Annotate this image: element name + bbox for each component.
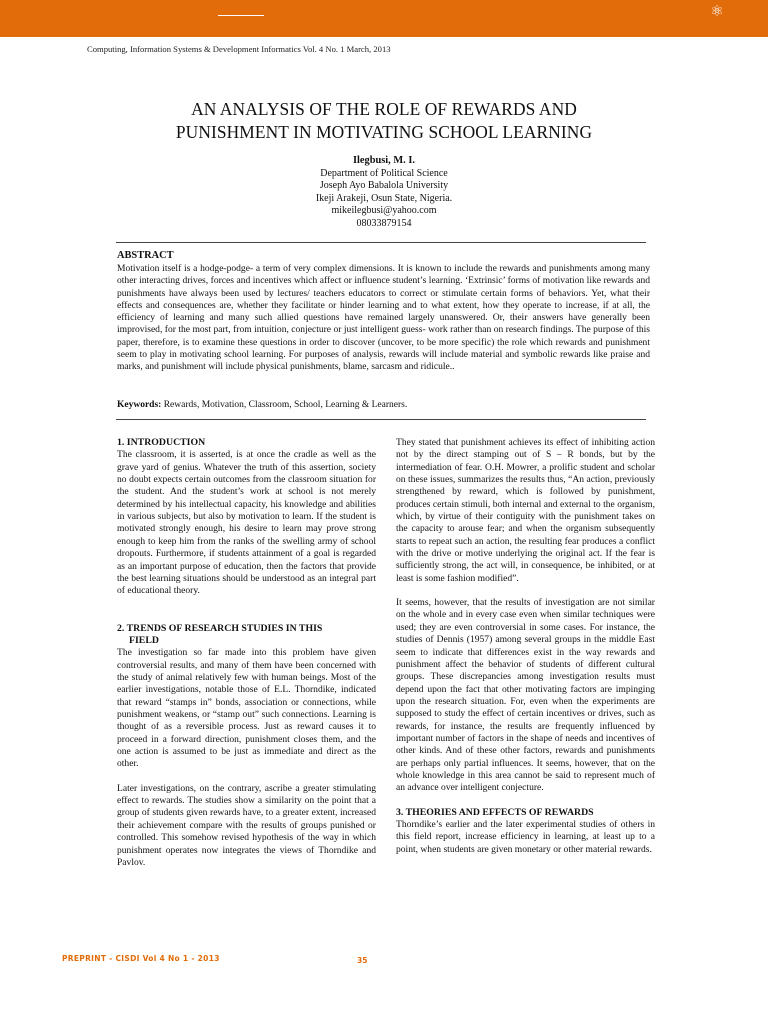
theories-heading: 3. THEORIES AND EFFECTS OF REWARDS: [396, 806, 594, 818]
keywords: [117, 400, 650, 410]
author-phone: 08033879154: [356, 217, 412, 229]
trends-heading-line2: FIELD: [129, 634, 159, 646]
journal-citation: Computing, Information Systems & Development Informatics Vol. 4 No. 1 March, 2013: [87, 44, 391, 54]
author-block: [200, 155, 568, 231]
author-department: Department of Political Science: [320, 167, 448, 179]
left-column: [117, 437, 376, 869]
trends-text-1: The investigation so far made into this problem have given controversial results, and many of them have been concerned with the study of animal relatively few with human beings. Most of the earlier investigations, notable those of E.L. Thorndike, indicated that reward “stamps in” bonds, association or connections, while punishment weakens, or “stamp out” such connections. Learning is thought of as a reversible process. Just as reward causes it to proceed in a forward direction, punishment closes them, and the one action is assumed to be just as immediate and direct as the other.: [117, 647, 376, 770]
abstract-text: Motivation itself is a hodge-podge- a term of very complex dimensions. It is known to include the rewards and punishments among many other interacting drives, forces and incentives which affect or influence student’s learning. ‘Extrinsic’ forms of motivation like rewards and punishments have always been used by lectures/ teachers educators to correct or stimulate certain forms of behaviors. Yet, what their effects and consequences are, whether they facilitate or hinder learning and to what extent, how they operate to increase, if at all, the efficiency of learning and many such allied questions have remained largely unanswered. Or, their answers have generally been improvised, for the most part, from intuition, conjecture or just intelligent guess- work rather than on research findings. The purpose of this paper, therefore, is to examine these questions in order to discover (uncover, to be more specific) the role which rewards and punishment seem to play in motivating school learning. For purposes of analysis, rewards will include material and symbolic rewards like praise and marks, and punishment will include physical punishments, blame, sarcasm and ridicule..: [117, 263, 650, 373]
intro-text: The classroom, it is asserted, is at once the cradle as well as the grave yard of genius. Whatever the truth of this assertion, society no doubt expects certain outcomes from the classroom situation for the student. And the student’s work at school is not merely determined by his intellectual capacity, his knowledge and abilities in various subjects, but also by motivation to learn. If the student is motivated strongly enough, his desire to learn may prove strong enough to keep him from the ranks of the swelling army of school dropouts. Furthermore, if students attainment of a goal is regarded as an important purpose of education, then the factors that provide the best learning situations should be understood as an integral part of educational theory.: [117, 449, 376, 597]
intro-heading: 1. INTRODUCTION: [117, 437, 206, 448]
trends-heading-line1: 2. TRENDS OF RESEARCH STUDIES IN THIS: [117, 622, 323, 634]
author-university: Joseph Ayo Babalola University: [319, 180, 449, 192]
abstract-top-rule: [116, 242, 646, 243]
journal-logo-icon: ⚛: [710, 2, 724, 20]
header-bar: [0, 0, 768, 37]
keywords-label: Keywords:: [117, 400, 162, 410]
paper-title: [100, 98, 668, 144]
keywords-list: Rewards, Motivation, Classroom, School, Learning & Learners.: [161, 400, 408, 410]
title-line-1: AN ANALYSIS OF THE ROLE OF REWARDS AND: [191, 99, 577, 119]
right-text-2: It seems, however, that the results of investigation are not similar on the whole and in every case even when similar techniques were used; they are even controversial in some cases. For instance, the studies of Dennis (1957) among several groups in the middle East seem to indicate that differences exist in the way rewards and punishment affect the behavior of students of different cultural groups. These discrepancies among investigation results must depend upon the fact that other motivating factors are impinging upon the research situation. For, even when the experiments are supposed to study the effect of certain incentives or drives, such as rewards, for instance, the results are frequently influenced by important number of factors in the shape of needs and incentives of other kinds. And of these other factors, rewards and punishments are perhaps only partial influences. It seems, however, that on the whole knowledge in this area cannot be said to represent much of an advance over intelligent conjecture.: [396, 597, 655, 794]
footer-label: PREPRINT - CISDI Vol 4 No 1 - 2013: [62, 954, 220, 963]
abstract-bottom-rule: [116, 419, 646, 420]
author-email[interactable]: mikeilegbusi@yahoo.com: [331, 205, 437, 217]
right-column: [396, 437, 655, 856]
author-location: Ikeji Arakeji, Osun State, Nigeria.: [315, 192, 453, 204]
title-line-2: PUNISHMENT IN MOTIVATING SCHOOL LEARNING: [175, 122, 593, 142]
author-name: Ilegbusi, M. I.: [352, 155, 416, 166]
trends-heading: [117, 623, 376, 648]
header-divider: [218, 15, 264, 16]
trends-text-2: Later investigations, on the contrary, ascribe a greater stimulating effect to rewards. The studies show a similarity on the point that a group of students given rewards have, to a greater extent, increased their achievement compare with the results of groups punished or controlled. This somehow revised hypothesis of the way in which punishment operates now integrates the views of Thorndike and Pavlov.: [117, 782, 376, 868]
abstract-heading: ABSTRACT: [117, 250, 174, 261]
right-text-1: They stated that punishment achieves its effect of inhibiting action not by the direct stamping out of S – R bonds, but by the intermediation of fear. O.H. Mowrer, a prolific student and scholar on these issues, summarizes the results thus, “An action, previously strengthened by reward, which is followed by punishment, produces certain stimuli, both internal and external to the organism, which, by virtue of their contiguity with the punishment takes on the capacity to arouse fear; and when the organism subsequently starts to repeat such an action, the resulting fear produces a conflict with the drive or motive underlying the original act. If the fear is sufficiently strong, the act will, in consequence, be inhibited, or at least is some fashion modified”.: [396, 437, 655, 584]
theories-text: Thorndike’s earlier and the later experimental studies of others in this field report, increase efficiency in learning, at least up to a point, when students are given monetary or other material rewards.: [396, 819, 655, 855]
page-number: 35: [357, 956, 368, 965]
